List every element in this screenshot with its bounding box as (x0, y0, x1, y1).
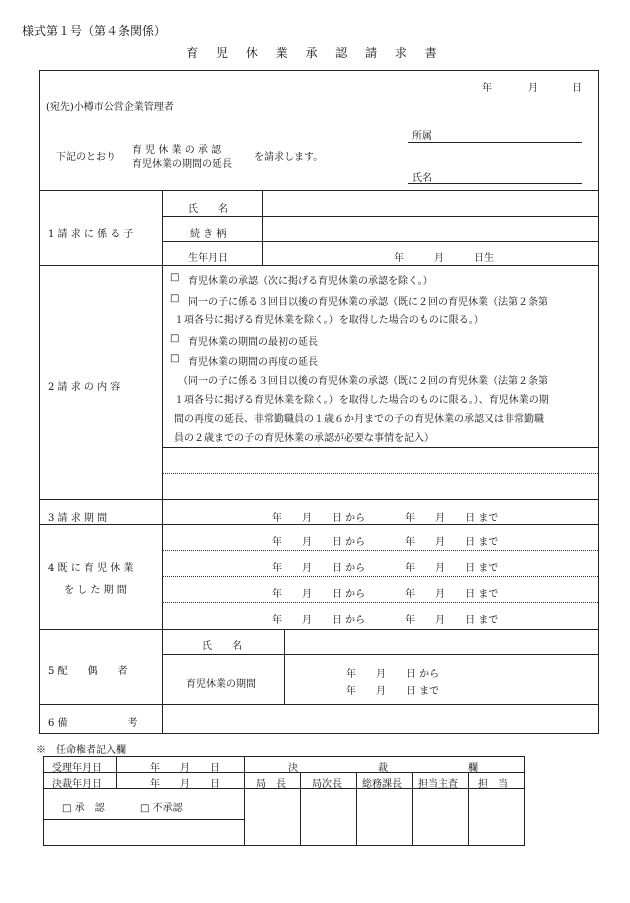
applicant-name-label: 氏名 (412, 173, 432, 184)
col-director: 局 長 (256, 779, 286, 790)
option-leave-approval: 育児休業の承認（次に掲げる育児休業の承認を除く。） (188, 276, 433, 287)
request-prefix: 下記のとおり (56, 152, 116, 163)
spouse-name-label: 氏 名 (202, 641, 242, 652)
approval-table (43, 756, 525, 846)
date-year: 年 (482, 83, 492, 94)
reason-note-line2: １項各号に掲げる育児休業を除く。）を取得した場合のものに限る。）、育児休業の期 (174, 395, 549, 406)
section5-label: 5 配 偶 者 (48, 666, 128, 677)
request-option-extension: 育児休業の期間の延長 (132, 159, 232, 170)
past-period-4: 年 月 日 から 年 月 日 まで (272, 615, 499, 626)
reason-note-line3: 間の再度の延長、非常勤職員の１歳６か月までの子の育児休業の承認又は非常勤職 (174, 414, 544, 425)
request-period: 年 月 日 から 年 月 日 まで (272, 513, 499, 524)
affiliation-label: 所属 (412, 131, 432, 142)
child-birthdate-label: 生年月日 (188, 253, 228, 264)
reason-note-line4: 員の２歳までの子の育児休業の承認が必要な事情を記入） (174, 433, 434, 444)
spouse-leave-label: 育児休業の期間 (186, 679, 256, 690)
addressee: (宛先)小樽市公営企業管理者 (46, 102, 174, 113)
option-third-leave-approval: 同一の子に係る３回目以後の育児休業の承認（既に２回の育児休業（法第２条第 (188, 297, 548, 308)
child-name-label: 氏 名 (188, 204, 228, 215)
decision-date-label: 決裁年月日 (52, 779, 102, 790)
past-period-2: 年 月 日 から 年 月 日 まで (272, 563, 499, 574)
spouse-period-from: 年 月 日 から (346, 669, 440, 680)
section2-label: 2 請 求 の 内 容 (48, 382, 121, 393)
col-chief-in-charge: 担当主査 (418, 779, 458, 790)
child-relation-label: 続 き 柄 (190, 229, 227, 240)
form-number: 様式第１号（第４条関係） (22, 24, 167, 38)
section1-label: 1 請 求 に 係 る 子 (48, 229, 134, 240)
past-period-1: 年 月 日 から 年 月 日 まで (272, 537, 499, 548)
checkbox-icon[interactable]: □ (170, 353, 180, 364)
affiliation-line (408, 142, 582, 143)
option-second-extension: 育児休業の期間の再度の延長 (188, 357, 318, 368)
received-date-value: 年 月 日 (150, 763, 220, 774)
spouse-period-to: 年 月 日 まで (346, 686, 440, 697)
col-general-affairs-chief: 総務課長 (362, 779, 402, 790)
col-person-in-charge: 担 当 (478, 779, 508, 790)
section4-label-line2: を し た 期 間 (64, 585, 127, 596)
reason-note-line1: （同一の子に係る３回目以後の育児休業の承認（既に２回の育児休業（法第２条第 (178, 376, 548, 387)
request-option-approval: 育 児 休 業 の 承 認 (132, 145, 222, 156)
reject-checkbox[interactable]: □ 不承認 (140, 803, 183, 814)
checkbox-icon[interactable]: □ (170, 293, 180, 304)
option-first-extension: 育児休業の期間の最初の延長 (188, 337, 318, 348)
col-deputy-director: 局次長 (312, 779, 342, 790)
decision-date-value: 年 月 日 (150, 779, 220, 790)
date-day: 日 (572, 83, 582, 94)
received-date-label: 受理年月日 (52, 763, 102, 774)
section4-label-line1: 4 既 に 育 児 休 業 (48, 563, 134, 574)
decision-header: 決 裁 欄 (288, 763, 478, 774)
past-period-3: 年 月 日 から 年 月 日 まで (272, 589, 499, 600)
section3-label: 3 請 求 期 間 (48, 513, 108, 524)
approve-checkbox[interactable]: □ 承 認 (62, 803, 105, 814)
checkbox-icon[interactable]: □ (170, 333, 180, 344)
request-suffix: を請求します。 (254, 152, 324, 163)
request-form-table (39, 70, 599, 734)
date-month: 月 (528, 83, 538, 94)
child-birthdate-value: 年 月 日生 (394, 253, 494, 264)
applicant-name-line (408, 183, 582, 184)
option-third-leave-cont: １項各号に掲げる育児休業を除く。）を取得した場合のものに限る。） (174, 315, 484, 326)
checkbox-icon[interactable]: □ (170, 272, 180, 283)
section6-label: 6 備 考 (48, 718, 138, 729)
appointer-note: ※ 任命権者記入欄 (36, 745, 126, 756)
document-title: 育 児 休 業 承 認 請 求 書 (186, 46, 444, 60)
